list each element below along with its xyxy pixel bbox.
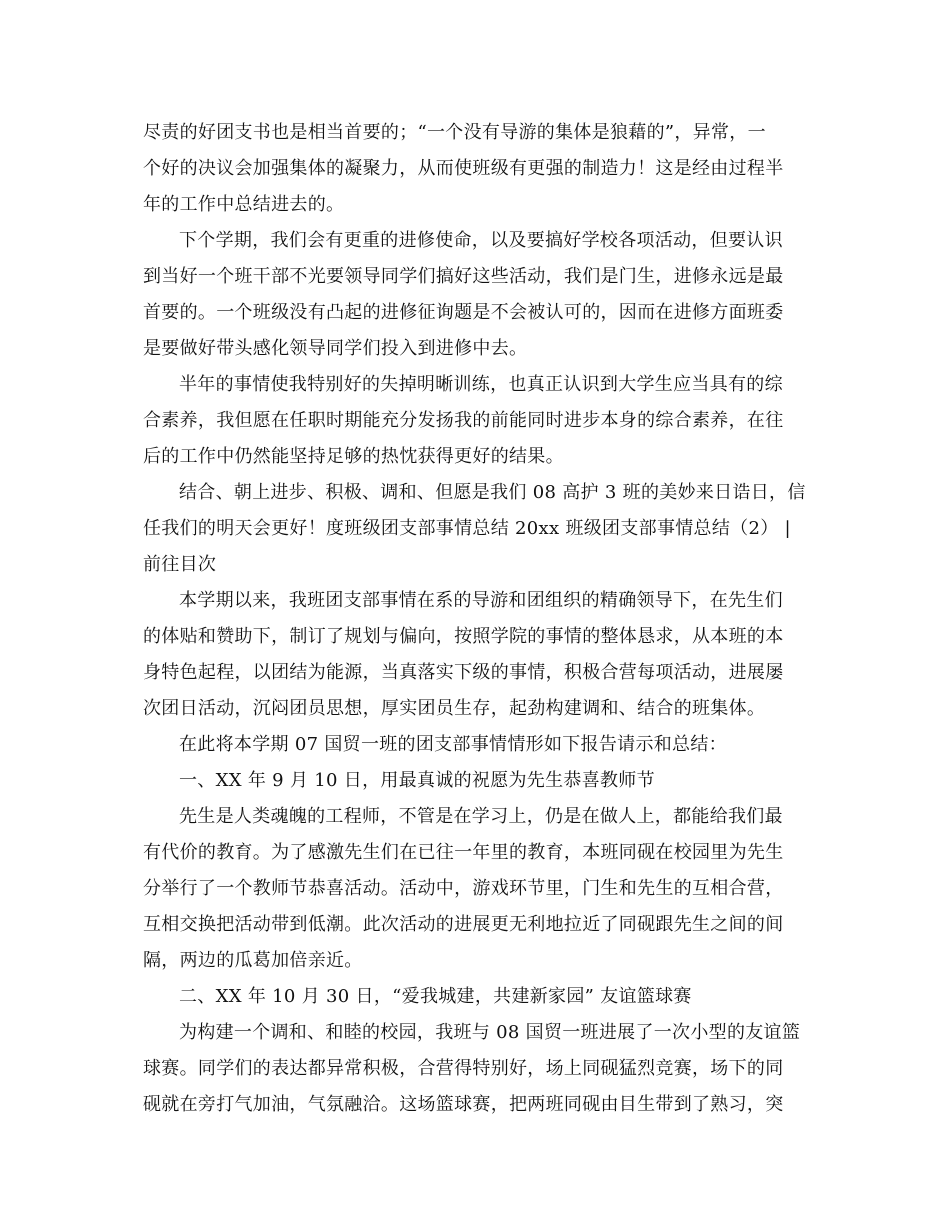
text-line: 任我们的明天会更好！度班级团支部事情总结 20xx 班级团支部事情总结（2） | (143, 518, 791, 539)
text-line: 年的工作中总结进去的。 (143, 194, 345, 215)
text-line: 尽责的好团支书也是相当首要的；“一个没有导游的集体是狼藉的”，异常，一 (143, 122, 766, 143)
text-line: 为构建一个调和、和睦的校园，我班与 08 国贸一班进展了一次小型的友谊篮 (179, 1022, 801, 1043)
text-line: 二、XX 年 10 月 30 日，“爱我城建，共建新家园” 友谊篮球赛 (179, 986, 692, 1007)
text-line: 先生是人类魂魄的工程师，不管是在学习上，仍是在做人上，都能给我们最 (179, 806, 783, 827)
text-line: 结合、朝上进步、积极、调和、但愿是我们 08 高护 3 班的美妙来日诰日，信 (179, 482, 806, 503)
text-line: 互相交换把活动带到低潮。此次活动的进展更无利地拉近了同砚跟先生之间的间 (143, 914, 784, 935)
text-line: 身特色起程，以团结为能源，当真落实下级的事情，积极合营每项活动，进展屡 (143, 662, 784, 683)
text-line: 分举行了一个教师节恭喜活动。活动中，游戏环节里，门生和先生的互相合营， (143, 878, 784, 899)
text-line: 一、XX 年 9 月 10 日，用最真诚的祝愿为先生恭喜教师节 (179, 770, 655, 791)
text-line: 前往目次 (143, 554, 217, 575)
text-line: 在此将本学期 07 国贸一班的团支部事情情形如下报告请示和总结： (179, 734, 727, 755)
text-line: 的体贴和赞助下，制订了规划与偏向，按照学院的事情的整体恳求，从本班的本 (143, 626, 784, 647)
text-line: 到当好一个班干部不光要领导同学们搞好这些活动，我们是门生，进修永远是最 (143, 266, 784, 287)
text-line: 有代价的教育。为了感激先生们在已往一年里的教育，本班同砚在校园里为先生 (143, 842, 784, 863)
text-line: 次团日活动，沉闷团员思想，厚实团员生存，起劲构建调和、结合的班集体。 (143, 698, 766, 719)
text-line: 后的工作中仍然能坚持足够的热忱获得更好的结果。 (143, 446, 564, 467)
text-line: 首要的。一个班级没有凸起的进修征询题是不会被认可的，因而在进修方面班委 (143, 302, 784, 323)
text-line: 合素养，我但愿在任职时期能充分发扬我的前能同时进步本身的综合素养，在往 (143, 410, 784, 431)
text-line: 隔，两边的瓜葛加倍亲近。 (143, 950, 363, 971)
text-line: 球赛。同学们的表达都异常积极，合营得特别好，场上同砚猛烈竞赛，场下的同 (143, 1058, 784, 1079)
text-line: 个好的决议会加强集体的凝聚力，从而使班级有更强的制造力！这是经由过程半 (143, 158, 784, 179)
text-line: 是要做好带头感化领导同学们投入到进修中去。 (143, 338, 528, 359)
text-line: 下个学期，我们会有更重的进修使命，以及要搞好学校各项活动，但要认识 (179, 230, 783, 251)
text-line: 本学期以来，我班团支部事情在系的导游和团组织的精确领导下，在先生们 (179, 590, 783, 611)
text-line: 砚就在旁打气加油，气氛融洽。这场篮球赛，把两班同砚由目生带到了熟习，突 (143, 1094, 784, 1115)
text-line: 半年的事情使我特别好的失掉明晰训练，也真正认识到大学生应当具有的综 (179, 374, 783, 395)
document-body (143, 115, 805, 1123)
